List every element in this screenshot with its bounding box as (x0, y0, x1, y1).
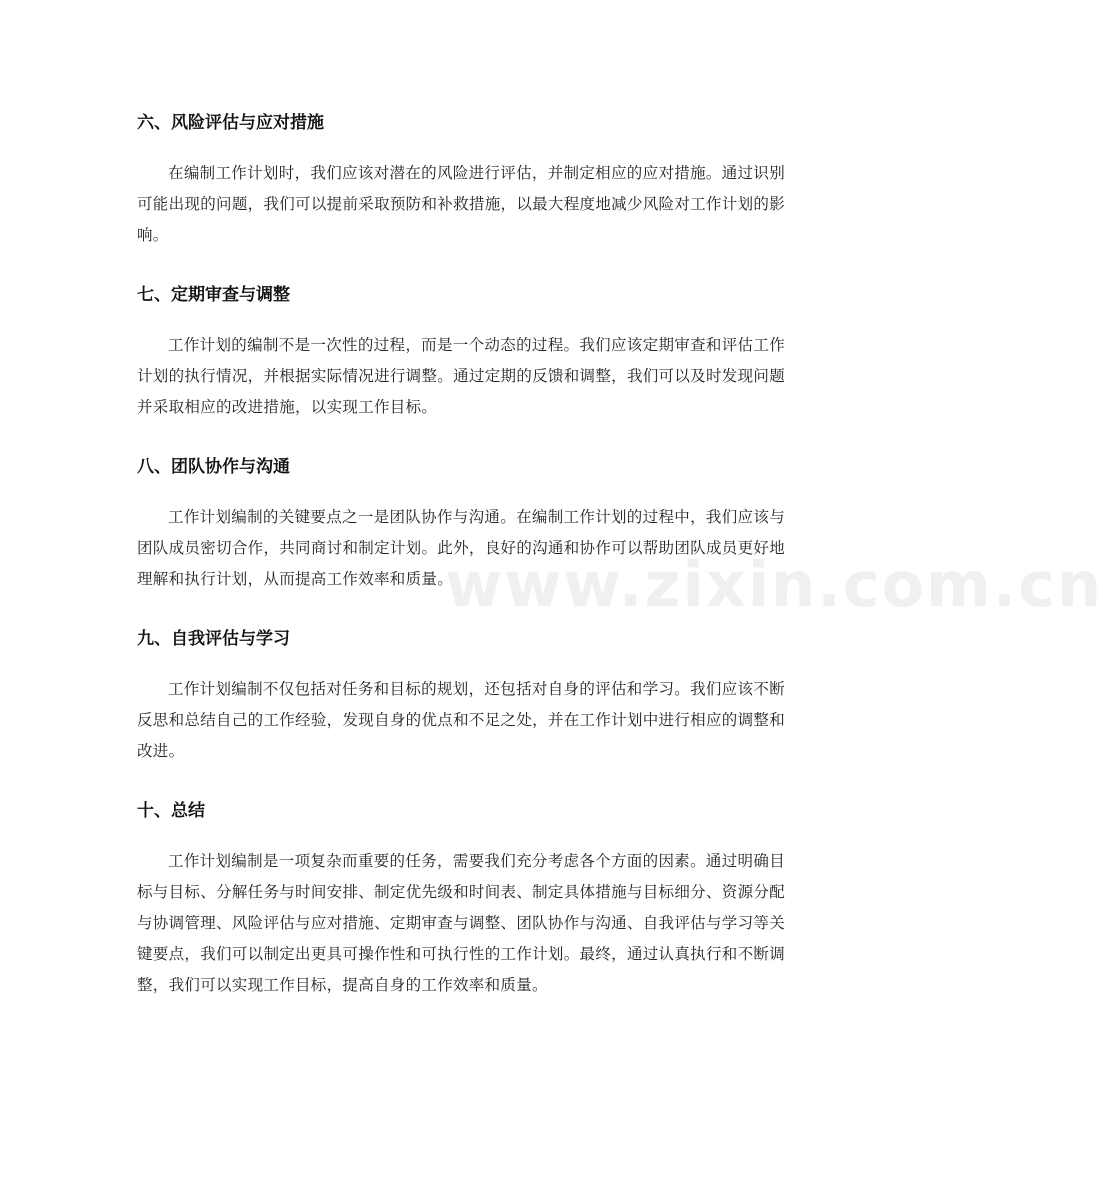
section-heading-self-assessment: 九、自我评估与学习 (137, 629, 290, 649)
section-heading-risk: 六、风险评估与应对措施 (137, 113, 324, 133)
section-heading-teamwork: 八、团队协作与沟通 (137, 457, 290, 477)
watermark: www.zixin.com.cn (445, 548, 1103, 621)
section-paragraph-risk: 在编制工作计划时，我们应该对潜在的风险进行评估，并制定相应的应对措施。通过识别可能出现的问题，我们可以提前采取预防和补救措施，以最大程度地减少风险对工作计划的影响。 (137, 164, 785, 244)
section-paragraph-summary: 工作计划编制是一项复杂而重要的任务，需要我们充分考虑各个方面的因素。通过明确目标与目标、分解任务与时间安排、制定优先级和时间表、制定具体措施与目标细分、资源分配与协调管理、风险评估与应对措施、定期审查与调整、团队协作与沟通、自我评估与学习等关键要点，我们可以制定出更具可操作性和可执行性的工作计划。最终，通过认真执行和不断调整，我们可以实现工作目标，提高自身的工作效率和质量。 (137, 852, 785, 994)
section-heading-summary: 十、总结 (137, 801, 205, 821)
section-paragraph-self-assessment: 工作计划编制不仅包括对任务和目标的规划，还包括对自身的评估和学习。我们应该不断反思和总结自己的工作经验，发现自身的优点和不足之处，并在工作计划中进行相应的调整和改进。 (137, 680, 785, 760)
section-paragraph-teamwork: 工作计划编制的关键要点之一是团队协作与沟通。在编制工作计划的过程中，我们应该与团队成员密切合作，共同商讨和制定计划。此外，良好的沟通和协作可以帮助团队成员更好地理解和执行计划，从而提高工作效率和质量。 (137, 508, 785, 588)
section-heading-review: 七、定期审查与调整 (137, 285, 290, 305)
document-content (137, 106, 785, 1028)
section-paragraph-review: 工作计划的编制不是一次性的过程，而是一个动态的过程。我们应该定期审查和评估工作计划的执行情况，并根据实际情况进行调整。通过定期的反馈和调整，我们可以及时发现问题并采取相应的改进措施，以实现工作目标。 (137, 336, 785, 416)
